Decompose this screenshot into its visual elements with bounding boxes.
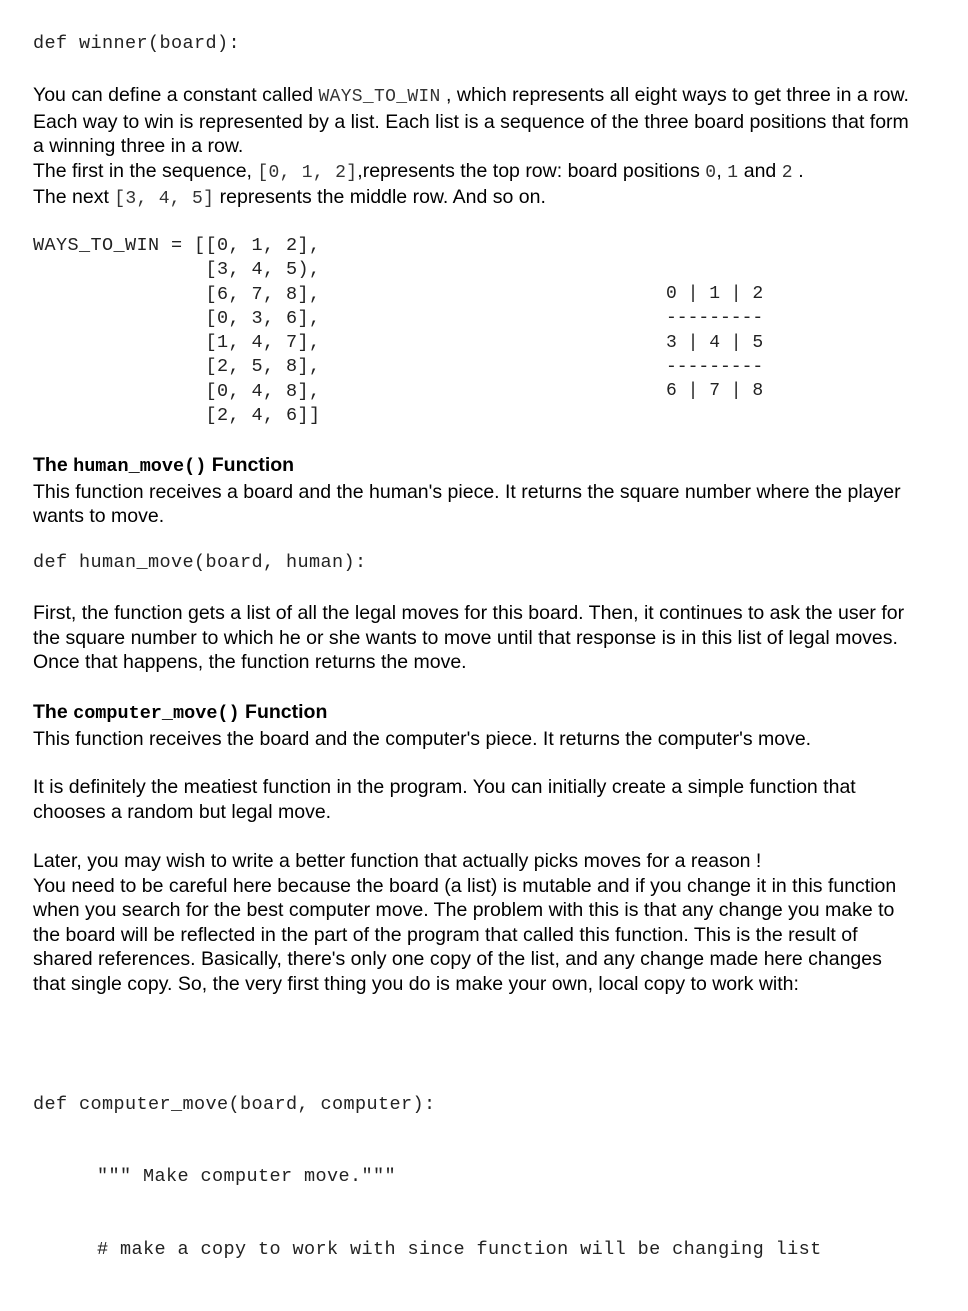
winner-signature: def winner(board): <box>33 33 241 54</box>
human-move-description: This function receives a board and the human's piece. It returns the square number where the player wants to move. <box>33 480 901 528</box>
human-move-paragraph: First, the function gets a list of all the legal moves for this board. Then, it continues to ask the user for the square number to which he or she wants to move until that response is in this list of legal moves. Once that happens, the function returns the move. <box>33 602 905 674</box>
computer-move-paragraph-2: Later, you may wish to write a better function that actually picks moves for a reason ! You need to be careful here because the board (a list) is mutable and if you change it in this function when you search for the best computer move. The problem with this is that any change you make to the board will be reflected in the part of the program that called this function. This is the result of shared references. Basically, there's only one copy of the list, and any change made here changes that single copy. So, the very first thing you do is make your own, local copy to work with: <box>33 850 897 995</box>
computer-move-paragraph-1: It is definitely the meatiest function in the program. You can initially create a simple function that chooses a random but legal move. <box>33 776 856 823</box>
code-line: """ Make computer move.""" <box>97 1166 397 1188</box>
code-line: def computer_move(board, computer): <box>33 1093 436 1115</box>
computer-move-description: This function receives the board and the computer's piece. It returns the computer's move. <box>33 727 812 750</box>
inline-code: 1 <box>727 162 739 183</box>
computer-move-heading: The computer_move() Function <box>33 701 328 724</box>
inline-code: WAYS_TO_WIN <box>318 87 441 107</box>
ways-to-win-code: WAYS_TO_WIN = [[0, 1, 2], [3, 4, 5), [6, 7, 8], [0, 3, 6], [1, 4, 7], [2, 5, 8], [0, 4, 8], [2, 4, 6]] <box>33 235 321 427</box>
computer-move-code <box>33 1044 822 1311</box>
inline-code: [3, 4, 5] <box>114 189 215 210</box>
computer-move-section <box>33 700 913 751</box>
board-position-grid: 0 | 1 | 2 --------- 3 | 4 | 5 --------- 6 | 7 | 8 <box>666 284 764 402</box>
human-move-heading: The human_move() Function <box>33 454 295 477</box>
ways-to-win-intro: You can define a constant called WAYS_TO_WIN , which represents all eight ways to get three in a row. Each way to win is represented by a list. Each list is a sequence of the three board positions that form a winning three in a row. The first in the sequence, [0, 1, 2],represents the top row: board positions 0, 1 and 2 . The next [3, 4, 5] represents the middle row. And so on. <box>33 84 909 210</box>
inline-code: [0, 1, 2] <box>257 162 358 183</box>
human-move-section <box>33 453 913 529</box>
inline-code: 0 <box>705 162 717 183</box>
human-move-signature: def human_move(board, human): <box>33 552 367 573</box>
inline-code: 2 <box>781 162 793 183</box>
code-line: # make a copy to work with since function will be changing list <box>97 1239 822 1261</box>
